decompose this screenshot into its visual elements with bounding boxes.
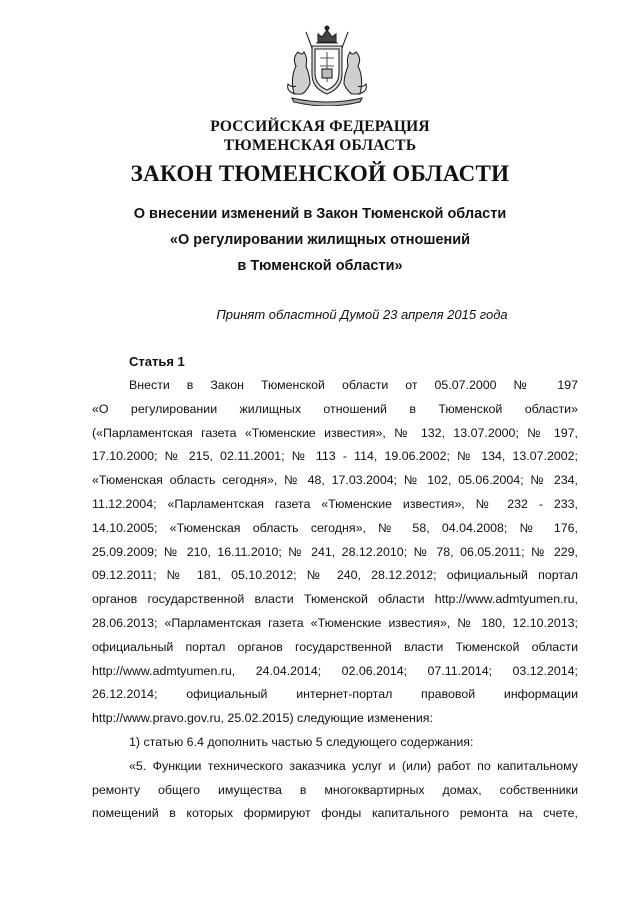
law-title: ЗАКОН ТЮМЕНСКОЙ ОБЛАСТИ — [130, 161, 510, 186]
paragraph-line: 17.10.2000; № 215, 02.11.2001; № 113 - 114, 19.06.2002; № 134, 13.07.2002; — [92, 449, 578, 464]
paragraph-line: «О регулировании жилищных отношений в Тюменской области» — [92, 401, 578, 416]
paragraph-line: 11.12.2004; «Парламентская газета «Тюменские известия», № 232 - 233, — [92, 496, 578, 511]
paragraph-line: http://www.admtyumen.ru, 24.04.2014; 02.06.2014; 07.11.2014; 03.12.2014; — [92, 663, 578, 678]
paragraph-line: http://www.pravo.gov.ru, 25.02.2015) следующие изменения: — [92, 711, 433, 726]
subtitle-line-3: в Тюменской области» — [237, 258, 403, 274]
country-heading: РОССИЙСКАЯ ФЕДЕРАЦИЯ — [210, 118, 430, 135]
paragraph-line: официальный портал органов государственной власти Тюменской области — [92, 639, 578, 654]
adoption-note: Принят областной Думой 23 апреля 2015 года — [216, 307, 508, 322]
coat-of-arms-emblem — [282, 22, 372, 106]
quote-line: ремонту общего имущества в многоквартирных домах, собственники — [92, 782, 578, 797]
quote-line: помещений в которых формируют фонды капитального ремонта на счете, — [92, 806, 578, 821]
subtitle-line-2: «О регулировании жилищных отношений — [169, 232, 471, 248]
paragraph-line: «Тюменская область сегодня», № 48, 17.03.2004; № 102, 05.06.2004; № 234, — [92, 473, 578, 488]
paragraph-line: 26.12.2014; официальный интернет-портал правовой информации — [92, 687, 578, 702]
paragraph-line: 14.10.2005; «Тюменская область сегодня», № 58, 04.04.2008; № 176, — [92, 520, 578, 535]
article-heading: Статья 1 — [129, 354, 185, 369]
quote-line: «5. Функции технического заказчика услуг и (или) работ по капитальному — [129, 758, 578, 773]
subtitle-line-1: О внесении изменений в Закон Тюменской области — [133, 206, 507, 222]
paragraph-line: 25.09.2009; № 210, 16.11.2010; № 241, 28.12.2010; № 78, 06.05.2011; № 229, — [92, 544, 578, 559]
region-heading: ТЮМЕНСКАЯ ОБЛАСТЬ — [223, 137, 417, 154]
paragraph-line: 28.06.2013; «Парламентская газета «Тюменские известия», № 180, 12.10.2013; — [92, 615, 578, 630]
paragraph-line: («Парламентская газета «Тюменские известия», № 132, 13.07.2000; № 197, — [92, 425, 578, 440]
article-body — [92, 374, 578, 826]
paragraph-line: 09.12.2011; № 181, 05.10.2012; № 240, 28.12.2012; официальный портал — [92, 568, 578, 583]
paragraph-line: Внести в Закон Тюменской области от 05.07.2000 № 197 — [129, 378, 578, 392]
paragraph-line: органов государственной власти Тюменской области http://www.admtyumen.ru, — [92, 592, 578, 607]
item-1-line: 1) статью 6.4 дополнить частью 5 следующего содержания: — [129, 734, 474, 749]
